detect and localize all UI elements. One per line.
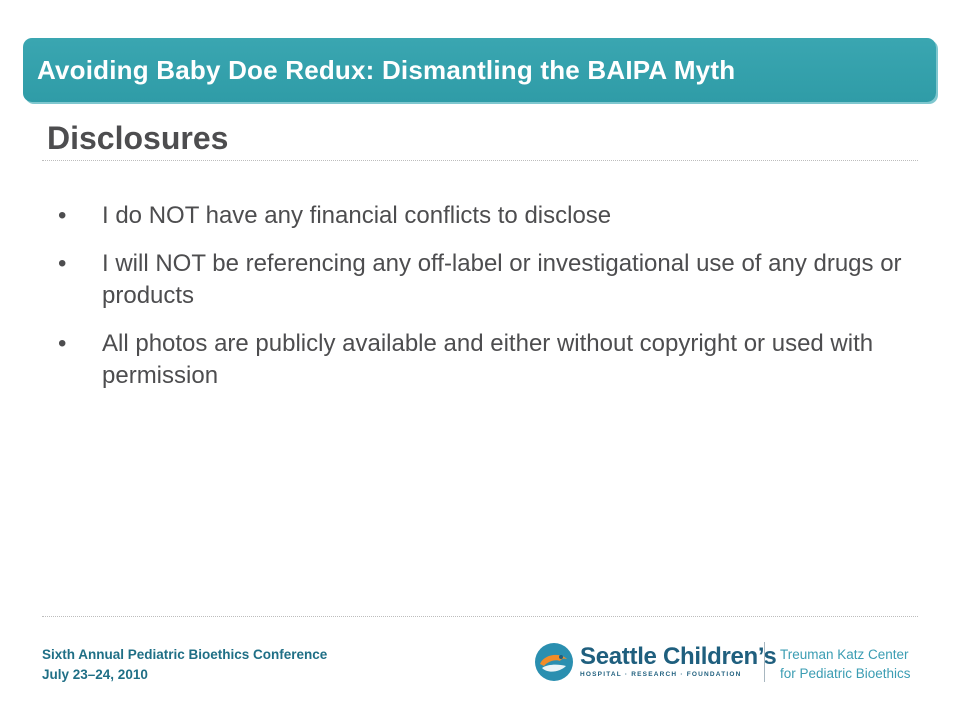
- bullet-text: I do NOT have any financial conflicts to disclose: [102, 202, 612, 229]
- bullet-list: [58, 200, 918, 408]
- seattle-childrens-logo: [534, 640, 776, 684]
- presentation-title: Avoiding Baby Doe Redux: Dismantling the BAIPA Myth: [37, 54, 736, 85]
- conference-dates: July 23–24, 2010: [42, 667, 148, 682]
- footer-divider: [42, 616, 918, 617]
- title-banner: [23, 38, 936, 102]
- center-name-line2: for Pediatric Bioethics: [780, 666, 911, 681]
- center-name-line1: Treuman Katz Center: [780, 647, 909, 662]
- logo-divider: [764, 642, 765, 682]
- bullet-marker: •: [58, 202, 67, 229]
- bullet-item: [58, 328, 918, 392]
- logo-subtitle: HOSPITAL · RESEARCH · FOUNDATION: [580, 671, 742, 678]
- bullet-marker: •: [58, 330, 67, 357]
- conference-name: Sixth Annual Pediatric Bioethics Conference: [42, 647, 328, 662]
- bullet-item: [58, 200, 918, 232]
- seattle-childrens-whale-icon: [534, 642, 574, 682]
- bullet-text: All photos are publicly available and either without copyright or used with permission: [102, 330, 874, 389]
- bullet-marker: •: [58, 250, 67, 277]
- conference-info: [42, 645, 327, 685]
- logo-name: Seattle Children’s: [580, 643, 777, 670]
- slide-title: Disclosures: [47, 120, 229, 156]
- bullet-text: I will NOT be referencing any off-label or investigational use of any drugs or products: [102, 250, 902, 309]
- title-divider: [42, 160, 918, 161]
- bullet-item: [58, 248, 918, 312]
- bioethics-center-name: [780, 645, 911, 683]
